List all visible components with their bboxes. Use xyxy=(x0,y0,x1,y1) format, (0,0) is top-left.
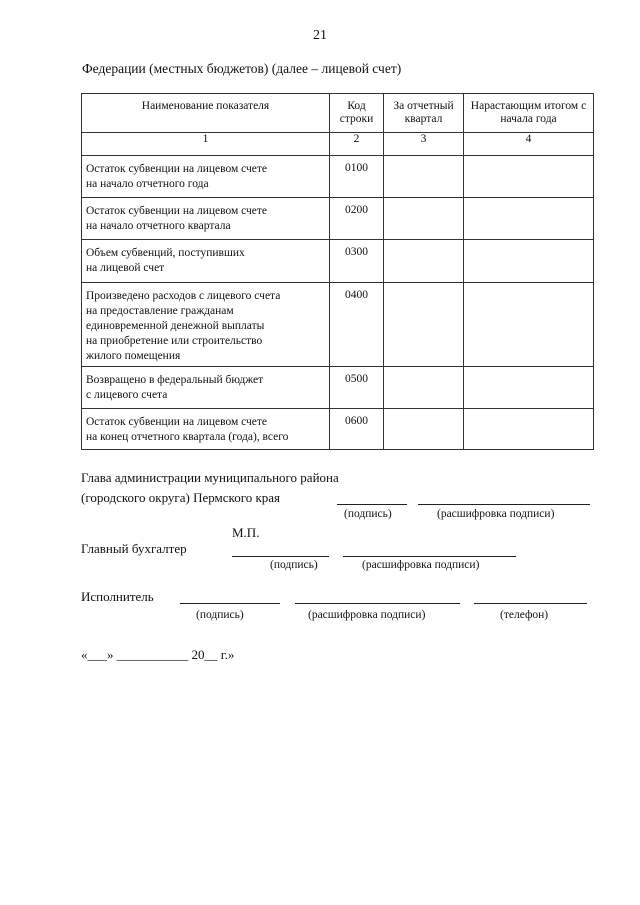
row-quarter-value xyxy=(384,198,464,240)
table-row xyxy=(82,198,594,240)
executor-signature-line[interactable] xyxy=(180,603,280,604)
table-row xyxy=(82,156,594,198)
column-number: 3 xyxy=(384,133,464,156)
row-code: 0600 xyxy=(330,408,384,449)
row-quarter-value xyxy=(384,156,464,198)
table-row xyxy=(82,366,594,408)
stamp-place: М.П. xyxy=(232,525,260,540)
executor-phone-caption: (телефон) xyxy=(500,609,549,621)
accountant-signature-caption: (подпись) xyxy=(270,559,318,571)
row-ytd-value xyxy=(464,283,594,367)
row-name: Остаток субвенции на лицевом счете на конец отчетного квартала (года), всего xyxy=(82,408,330,449)
executor-decoding-line[interactable] xyxy=(295,603,460,604)
accountant-decoding-line[interactable] xyxy=(343,556,516,557)
table-row xyxy=(82,408,594,449)
row-code: 0200 xyxy=(330,198,384,240)
row-code: 0400 xyxy=(330,283,384,367)
executor-phone-line[interactable] xyxy=(474,603,587,604)
row-ytd-value xyxy=(464,408,594,449)
executor-signature-caption: (подпись) xyxy=(196,609,244,621)
column-number-row xyxy=(82,133,594,156)
row-name: Произведено расходов с лицевого счета на предоставление гражданам единовременной денежной выплаты на приобретение или строительство жилого помещения xyxy=(82,283,330,367)
row-ytd-value xyxy=(464,198,594,240)
row-code: 0300 xyxy=(330,240,384,283)
table-row xyxy=(82,283,594,367)
row-quarter-value xyxy=(384,366,464,408)
executor-label: Исполнитель xyxy=(81,589,154,604)
page-number: 21 xyxy=(313,28,327,43)
date-line[interactable]: «___» ___________ 20__ г.» xyxy=(81,647,235,662)
executor-decoding-caption: (расшифровка подписи) xyxy=(308,609,426,621)
row-code: 0500 xyxy=(330,366,384,408)
row-ytd-value xyxy=(464,156,594,198)
row-quarter-value xyxy=(384,283,464,367)
row-ytd-value xyxy=(464,240,594,283)
table-row xyxy=(82,240,594,283)
column-number: 4 xyxy=(464,133,594,156)
header-row xyxy=(82,94,594,133)
header-indicator: Наименование показателя xyxy=(82,94,330,133)
header-quarter: За отчетный квартал xyxy=(384,94,464,133)
intro-text: Федерации (местных бюджетов) (далее – лицевой счет) xyxy=(82,61,402,76)
column-number: 2 xyxy=(330,133,384,156)
header-ytd: Нарастающим итогом с начала года xyxy=(464,94,594,133)
head-title-line1: Глава администрации муниципального района xyxy=(81,470,339,485)
header-code: Код строки xyxy=(330,94,384,133)
row-quarter-value xyxy=(384,408,464,449)
row-code: 0100 xyxy=(330,156,384,198)
row-ytd-value xyxy=(464,366,594,408)
head-decoding-caption: (расшифровка подписи) xyxy=(437,508,555,520)
row-name: Остаток субвенции на лицевом счете на начало отчетного года xyxy=(82,156,330,198)
accountant-signature-line[interactable] xyxy=(232,556,329,557)
row-name: Объем субвенций, поступивших на лицевой счет xyxy=(82,240,330,283)
row-name: Остаток субвенции на лицевом счете на начало отчетного квартала xyxy=(82,198,330,240)
head-decoding-line[interactable] xyxy=(418,504,590,505)
row-name: Возвращено в федеральный бюджет с лицевого счета xyxy=(82,366,330,408)
head-title-line2: (городского округа) Пермского края xyxy=(81,490,281,505)
report-table xyxy=(81,93,594,450)
column-number: 1 xyxy=(82,133,330,156)
head-signature-caption: (подпись) xyxy=(344,508,392,520)
accountant-label: Главный бухгалтер xyxy=(81,541,187,556)
head-signature-line[interactable] xyxy=(337,504,407,505)
row-quarter-value xyxy=(384,240,464,283)
accountant-decoding-caption: (расшифровка подписи) xyxy=(362,559,480,571)
